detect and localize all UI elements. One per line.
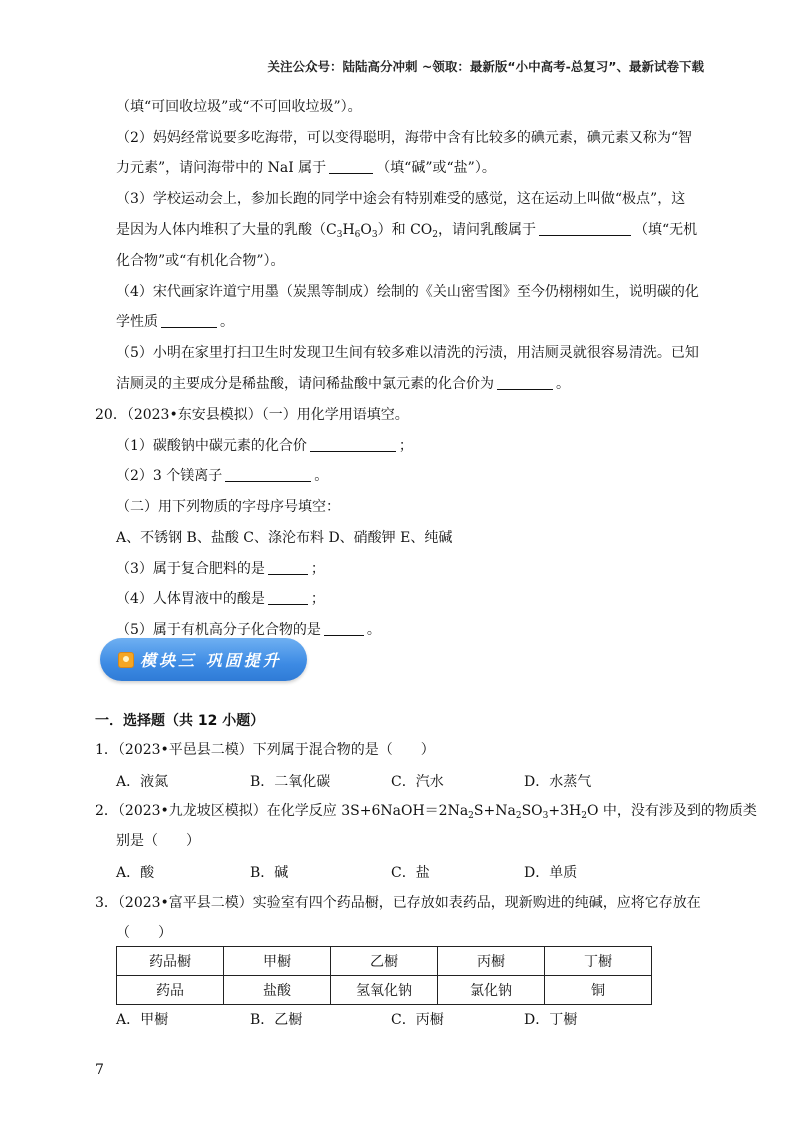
page-number: 7 [95,1062,104,1078]
lightbulb-icon [118,652,134,668]
module-badge-label: 模块三 巩固提升 [140,651,282,670]
table-cell: 盐酸 [224,976,331,1005]
q19-line-2: （2）妈妈经常说要多吃海带，可以变得聪明，海带中含有比较多的碘元素，碘元素又称为“智 [116,130,693,146]
page-header: 关注公众号：陆陆高分冲刺 ~领取：最新版“小中高考-总复习”、最新试卷下载 [267,59,704,74]
option-b[interactable]: B．乙橱 [250,1012,303,1028]
option-a[interactable]: A．液氮 [116,774,169,790]
q19-line-9: （5）小明在家里打扫卫生时发现卫生间有较多难以清洗的污渍，用洁厕灵就很容易清洗。已知 [116,345,699,361]
module-badge [100,638,307,681]
q2-stem-2: 别是（ ） [116,833,200,849]
q19-line-3: 力元素”，请问海带中的 NaI 属于 （填“碱”或“盐”）。 [116,160,496,176]
answer-blank[interactable] [539,221,631,236]
q19-line-8: 学性质 。 [116,314,234,330]
section-title: 一．选择题（共 12 小题） [95,713,265,729]
table-cell: 丁橱 [545,947,652,976]
option-b[interactable]: B．碱 [250,865,289,881]
table-cell: 甲橱 [224,947,331,976]
option-d[interactable]: D．单质 [524,865,578,881]
option-c[interactable]: C．汽水 [391,774,444,790]
answer-blank[interactable] [497,375,553,390]
answer-blank[interactable] [268,590,308,605]
answer-blank[interactable] [310,437,396,452]
table-cell: 丙橱 [438,947,545,976]
q20-item-3: （3）属于复合肥料的是 ； [116,561,325,577]
answer-blank[interactable] [161,313,217,328]
q20-part-2: （二）用下列物质的字母序号填空： [116,499,340,515]
cabinet-table [116,946,652,1005]
answer-blank[interactable] [225,467,311,482]
table-cell: 药品 [117,976,224,1005]
q2-stem: 2．（2023•九龙坡区模拟）在化学反应 $3S+6NaOH=2Na_2S+Na_2SO_3+3H_2O$ 中，没有涉及到的物质类 [95,803,757,821]
table-cell: 铜 [545,976,652,1005]
option-d[interactable]: D．水蒸气 [524,774,592,790]
q20-item-5: （5）属于有机高分子化合物的是 。 [116,622,381,638]
q19-line-5: 是因为人体内堆积了大量的乳酸$(C_3H_6O_3)$和 $CO_2$，请问乳酸属于 （填“无机 [116,222,698,240]
q19-line-10: 洁厕灵的主要成分是稀盐酸，请问稀盐酸中氯元素的化合价为 。 [116,376,570,392]
q20-stem: 20．（2023•东安县模拟）（一）用化学用语填空。 [95,407,409,423]
option-a[interactable]: A．甲橱 [116,1012,169,1028]
answer-blank[interactable] [324,621,364,636]
q3-stem: 3．（2023•富平县二模）实验室有四个药品橱，已存放如表药品，现新购进的纯碱，应将它存放在 [95,895,701,911]
q19-line-6: 化合物”或“有机化合物”）。 [116,253,285,269]
table-cell: 氯化钠 [438,976,545,1005]
q1-stem: 1．（2023•平邑县二模）下列属于混合物的是（ ） [95,742,435,758]
option-d[interactable]: D．丁橱 [524,1012,578,1028]
q19-line-1: （填“可回收垃圾”或“不可回收垃圾”）。 [116,99,362,115]
q20-choices: A、不锈钢 B、盐酸 C、涤沦布料 D、硝酸钾 E、纯碱 [116,530,453,546]
q19-line-7: （4）宋代画家许道宁用墨（炭黑等制成）绘制的《关山密雪图》至今仍栩栩如生，说明碳的化 [116,284,699,300]
option-b[interactable]: B．二氧化碳 [250,774,331,790]
option-c[interactable]: C．盐 [391,865,430,881]
table-row [117,976,652,1005]
q20-item-1: （1）碳酸钠中碳元素的化合价 ； [116,438,413,454]
q20-item-4: （4）人体胃液中的酸是 ； [116,591,325,607]
table-cell: 氢氧化钠 [331,976,438,1005]
option-a[interactable]: A．酸 [116,865,155,881]
q19-line-4: （3）学校运动会上，参加长跑的同学中途会有特别难受的感觉，这在运动上叫做“极点”，这 [116,191,686,207]
table-row [117,947,652,976]
answer-blank[interactable] [268,560,308,575]
q20-item-2: （2）3 个镁离子 。 [116,468,329,484]
table-cell: 乙橱 [331,947,438,976]
option-c[interactable]: C．丙橱 [391,1012,444,1028]
answer-blank[interactable] [329,159,373,174]
q3-stem-2: （ ） [116,925,172,941]
table-cell: 药品橱 [117,947,224,976]
